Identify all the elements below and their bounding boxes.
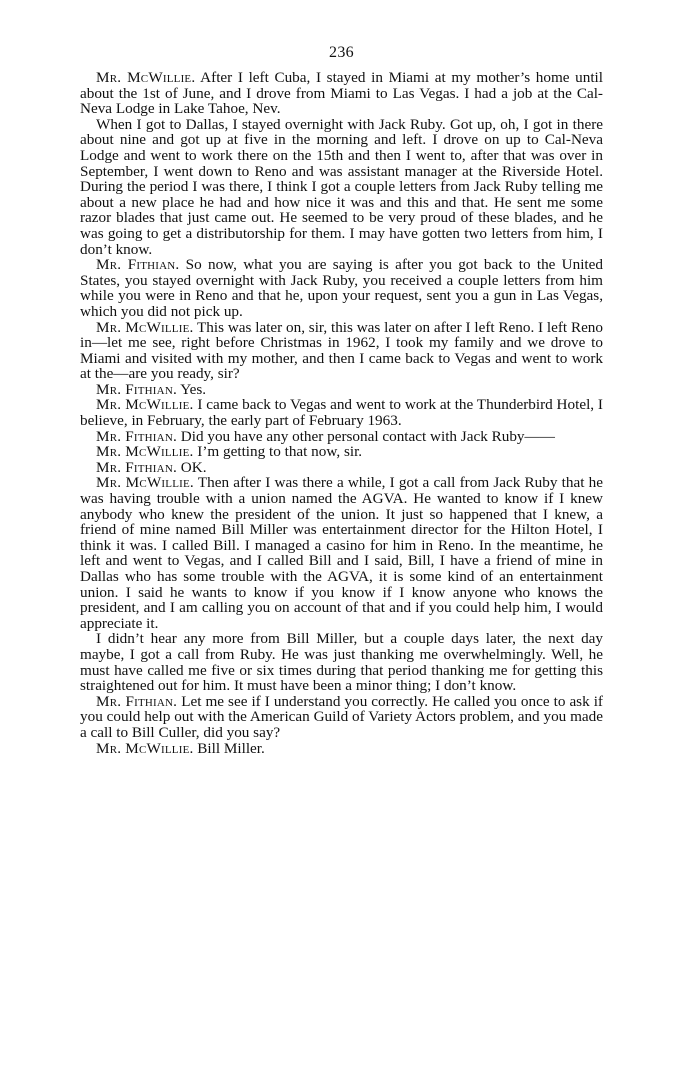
speaker-name: Mr. McWillie.: [96, 443, 194, 461]
paragraph: [80, 320, 603, 382]
paragraph: [80, 382, 603, 398]
page-number: 236: [329, 44, 354, 61]
paragraph-text: After I left Cuba, I stayed in Miami at my mother’s home until about the 1st of June, and I drove from Miami to Las Vegas. I had a job at the Cal-Neva Lodge in Lake Tahoe, Nev.: [80, 69, 603, 118]
paragraph-text: Did you have any other personal contact with Jack Ruby——: [176, 427, 555, 445]
speaker-name: Mr. McWillie.: [96, 69, 196, 86]
paragraph-text: Let me see if I understand you correctly. He called you once to ask if you could help out with the American Guild of Variety Actors problem, and you made a call to Bill Culler, did you say?: [80, 692, 603, 741]
paragraph: [80, 70, 603, 117]
paragraph-text: When I got to Dallas, I stayed overnight with Jack Ruby. Got up, oh, I got in there about nine and got up at five in the morning and left. I drove on up to Cal-Neva Lodge and went to work there on the 15th and then I went to, after that was over in September, I went down to Reno and was assistant manager at the Riverside Hotel. During the period I was there, I think I got a couple letters from Jack Ruby telling me about a new place he had and how nice it was and this and that. He sent me some razor blades that just came out. He seemed to be very proud of these blades, and he was going to get a distributorship for them. I may have gotten two letters from him, I don’t know.: [80, 115, 603, 258]
paragraph: [80, 460, 603, 476]
speaker-name: Mr. Fithian.: [96, 256, 180, 274]
speaker-name: Mr. McWillie.: [96, 739, 194, 757]
paragraph: [80, 631, 603, 693]
paragraph: [80, 257, 603, 319]
speaker-name: Mr. McWillie.: [96, 318, 194, 336]
paragraph-text: Yes.: [176, 380, 207, 398]
paragraph-text: I’m getting to that now, sir.: [193, 443, 363, 461]
speaker-name: Mr. Fithian.: [96, 380, 177, 398]
paragraph: [80, 444, 603, 460]
paragraph: [80, 117, 603, 257]
paragraph-text: This was later on, sir, this was later on after I left Reno. I left Reno in—let me see, right before Christmas in 1962, I took my family and we drove to Miami and visited with my mother, and then I came back to Vegas and went to work at the—are you ready, sir?: [80, 318, 603, 383]
speaker-name: Mr. McWillie.: [96, 396, 194, 414]
paragraph: [80, 429, 603, 445]
paragraph: [80, 397, 603, 428]
paragraph-text: OK.: [176, 458, 207, 476]
paragraph: [80, 694, 603, 741]
paragraph-text: I came back to Vegas and went to work at the Thunderbird Hotel, I believe, in February, the early part of February 1963.: [80, 396, 603, 430]
speaker-name: Mr. Fithian.: [96, 458, 177, 476]
transcript-body: [80, 70, 603, 756]
paragraph: [80, 475, 603, 631]
paragraph-text: I didn’t hear any more from Bill Miller, but a couple days later, the next day maybe, I got a call from Ruby. He was just thanking me overwhelmingly. Well, he must have called me five or six times during that period thanking me for getting this straightened out for him. It must have been a minor thing; I don’t know.: [80, 630, 603, 695]
paragraph-text: So now, what you are saying is after you got back to the United States, you stayed overnight with Jack Ruby, you received a couple letters from him while you were in Reno and that he, upon your request, sent you a gun in Las Vegas, which you did not pick up.: [80, 256, 603, 320]
paragraph-text: Then after I was there a while, I got a call from Jack Ruby that he was having trouble with a union named the AGVA. He wanted to know if I knew anybody who knew the president of the union. It just so happened that I knew, a friend of mine named Bill Miller was entertainment director for the Hilton Hotel, I think it was. I called Bill. I managed a casino for him in Reno. In the meantime, he left and went to Vegas, and I called Bill and I said, Bill, I have a friend of mine in Dallas who has some trouble with the AGVA, it is some kind of an entertainment union. I said he wants to know if you know if I know anyone who knows the president, and I am calling you on account of that and if you could help him, I would appreciate it.: [80, 474, 603, 632]
speaker-name: Mr. Fithian.: [96, 427, 177, 445]
speaker-name: Mr. McWillie.: [96, 474, 194, 492]
paragraph: [80, 741, 603, 757]
paragraph-text: Bill Miller.: [193, 739, 265, 757]
speaker-name: Mr. Fithian.: [96, 692, 178, 710]
